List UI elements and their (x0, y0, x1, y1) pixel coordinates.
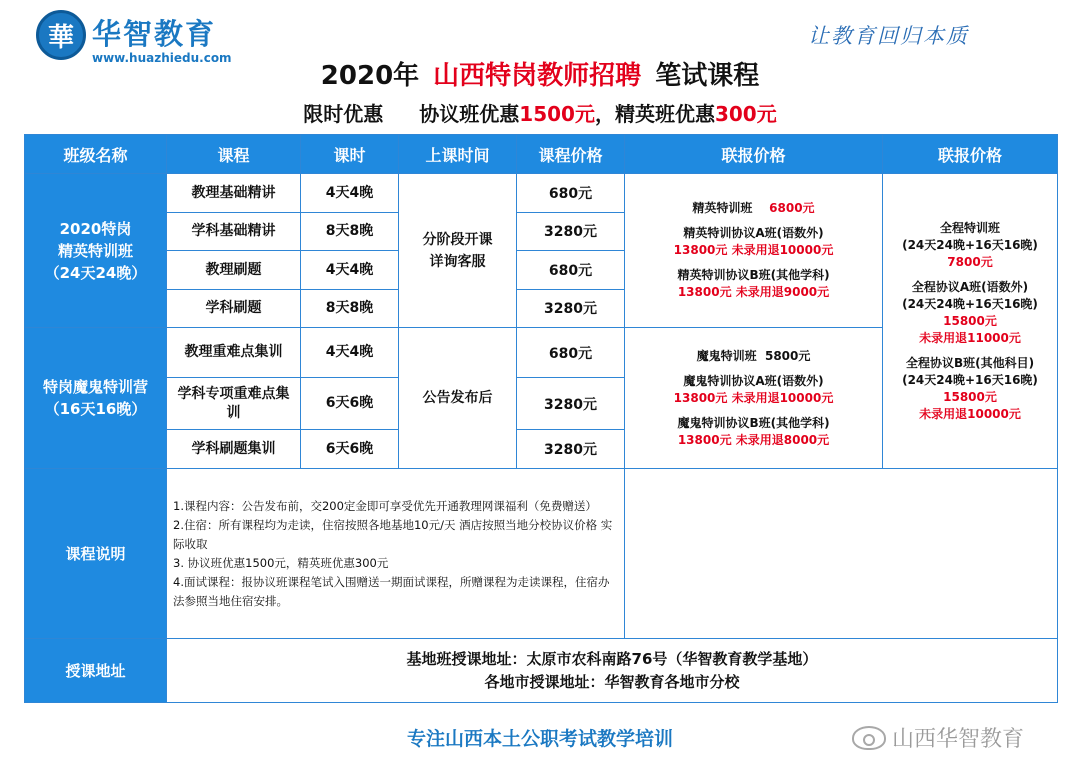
header-combo-price: 联报价格 (625, 135, 883, 174)
course-hours: 4天4晚 (301, 251, 399, 290)
course-price: 3280元 (517, 289, 625, 328)
course-name: 教理重难点集训 (167, 328, 301, 378)
class-time-bootcamp: 公告发布后 (399, 328, 517, 469)
table-row (25, 639, 1058, 703)
promo-prefix: 协议班优惠 (419, 102, 520, 126)
course-name: 教理基础精讲 (167, 174, 301, 213)
header-course: 课程 (167, 135, 301, 174)
course-hours: 8天8晚 (301, 289, 399, 328)
combo-price-bootcamp: 魔鬼特训班 5800元 魔鬼特训协议A班(语数外) 13800元 未录用退10000元 魔鬼特训协议B班(其他学科) 13800元 未录用退8000元 (625, 328, 883, 469)
course-price: 680元 (517, 328, 625, 378)
note-line: 3. 协议班优惠1500元，精英班优惠300元 (173, 555, 389, 570)
course-hours: 8天8晚 (301, 212, 399, 251)
course-hours: 6天6晚 (301, 378, 399, 430)
header-price: 课程价格 (517, 135, 625, 174)
course-price: 680元 (517, 174, 625, 213)
address-label: 授课地址 (25, 639, 167, 703)
combo-price-full: 全程特训班 (24天24晚+16天16晚) 7800元 全程协议A班(语数外) (24天24晚+16天16晚) 15800元 未录用退11000元 全程协议B班(其他科目) (24天24晚+16天16晚) 15800元 未录用退10000元 (883, 174, 1058, 469)
course-hours: 4天4晚 (301, 174, 399, 213)
course-price: 3280元 (517, 378, 625, 430)
note-line: 1.课程内容：公告发布前，交200定金即可享受优先开通教理网课福利（免费赠送） (173, 498, 597, 513)
logo-char: 華 (47, 22, 74, 53)
course-price: 680元 (517, 251, 625, 290)
title-year: 2020年 (320, 61, 420, 91)
weibo-watermark (852, 722, 1024, 753)
table-header-row (25, 135, 1058, 174)
promo-amount-2: 300元 (714, 102, 777, 126)
course-price: 3280元 (517, 212, 625, 251)
address-line-1: 基地班授课地址：太原市农科南路76号（华智教育教学基地） (406, 649, 818, 668)
course-name: 学科刷题 (167, 289, 301, 328)
brand-name: 华智教育 (92, 17, 217, 51)
course-name: 学科专项重难点集训 (167, 378, 301, 430)
title-suffix: 笔试课程 (655, 61, 760, 91)
table-row (25, 174, 1058, 213)
course-price: 3280元 (517, 430, 625, 469)
class-name-elite: 2020特岗 精英特训班 （24天24晚） (25, 174, 167, 328)
header-hours: 课时 (301, 135, 399, 174)
note-line: 4.面试课程：报协议班课程笔试入围赠送一期面试课程，所赠课程为走读课程，住宿办法参照当地住宿安排。 (173, 574, 610, 608)
course-table-wrap (24, 134, 1057, 708)
note-line: 2.住宿：所有课程均为走读，住宿按照各地基地10元/天 酒店按照当地分校协议价格 实际收取 (173, 517, 613, 551)
notes-empty-cell (625, 469, 1058, 639)
promo-mid: ，精英班优惠 (594, 102, 715, 126)
notes-label: 课程说明 (25, 469, 167, 639)
weibo-icon (852, 726, 886, 750)
header-time: 上课时间 (399, 135, 517, 174)
watermark-text: 山西华智教育 (892, 727, 1025, 752)
combo-price-elite: 精英特训班 6800元 精英特训协议A班(语数外) 13800元 未录用退10000元 精英特训协议B班(其他学科) 13800元 未录用退9000元 (625, 174, 883, 328)
course-hours: 6天6晚 (301, 430, 399, 469)
page-title (0, 55, 1080, 92)
notes-content (167, 469, 625, 639)
header-class-name: 班级名称 (25, 135, 167, 174)
title-highlight: 山西特岗教师招聘 (433, 61, 642, 91)
promo-label: 限时优惠 (303, 102, 384, 126)
header-combo-price-full: 联报价格 (883, 135, 1058, 174)
promo-amount-1: 1500元 (519, 102, 595, 126)
brand-logo (36, 10, 86, 60)
address-line-2: 各地市授课地址：华智教育各地市分校 (484, 672, 740, 691)
footer-tagline: 专注山西本土公职考试教学培训 (406, 728, 673, 750)
class-time-elite: 分阶段开课 详询客服 (399, 174, 517, 328)
table-row (25, 469, 1058, 639)
course-name: 学科刷题集训 (167, 430, 301, 469)
promo-line (0, 98, 1080, 127)
brand-url: www.huazhiedu.com (92, 51, 232, 65)
slogan: 让教育回归本质 (808, 24, 969, 48)
course-name: 教理刷题 (167, 251, 301, 290)
address-content (167, 639, 1058, 703)
course-table (24, 134, 1058, 703)
class-name-bootcamp: 特岗魔鬼特训营 （16天16晚） (25, 328, 167, 469)
course-hours: 4天4晚 (301, 328, 399, 378)
course-name: 学科基础精讲 (167, 212, 301, 251)
